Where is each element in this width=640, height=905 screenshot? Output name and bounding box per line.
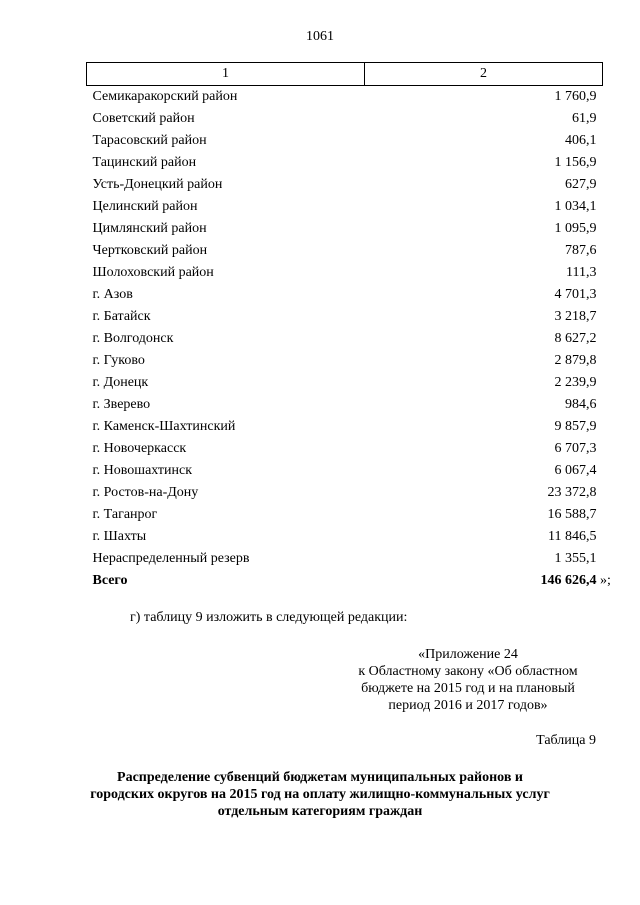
- table-title-line: городских округов на 2015 год на оплату жилищно-коммунальных услуг: [90, 787, 550, 802]
- table-header-row: [87, 63, 603, 86]
- row-value: 1 034,1: [554, 199, 597, 214]
- appendix-line: к Областному закону «Об областном: [358, 664, 578, 679]
- row-value: 9 857,9: [554, 419, 597, 434]
- row-value: 6 707,3: [554, 441, 597, 456]
- table-row: [87, 526, 603, 548]
- table-row: [87, 108, 603, 130]
- row-value: 16 588,7: [547, 507, 597, 522]
- row-name: Тарасовский район: [92, 133, 207, 148]
- row-value: 984,6: [565, 397, 597, 412]
- total-label: Всего: [92, 573, 128, 588]
- table-row: [87, 350, 603, 372]
- row-name: Нераспределенный резерв: [92, 551, 250, 566]
- row-name: Советский район: [92, 111, 195, 126]
- appendix-reference: [330, 646, 606, 714]
- row-name: г. Новошахтинск: [92, 463, 193, 478]
- row-name: Шолоховский район: [92, 265, 214, 280]
- table-row: [87, 482, 603, 504]
- row-value: 1 355,1: [554, 551, 597, 566]
- table-row: [87, 306, 603, 328]
- table-row: [87, 460, 603, 482]
- row-value: 2 239,9: [554, 375, 597, 390]
- row-name: Цимлянский район: [92, 221, 207, 236]
- appendix-line: период 2016 и 2017 годов»: [388, 698, 548, 713]
- row-name: г. Таганрог: [92, 507, 158, 522]
- row-value: 3 218,7: [554, 309, 597, 324]
- table-number: Таблица 9: [536, 733, 596, 748]
- table-row: [87, 152, 603, 174]
- table-row: [87, 196, 603, 218]
- table-row: [87, 504, 603, 526]
- row-name: г. Батайск: [92, 309, 151, 324]
- total-row: [87, 570, 603, 592]
- row-name: г. Каменск-Шахтинский: [92, 419, 236, 434]
- table-row: [87, 372, 603, 394]
- row-value: 627,9: [565, 177, 597, 192]
- row-name: г. Донецк: [92, 375, 149, 390]
- table-row: [87, 438, 603, 460]
- table-row: [87, 262, 603, 284]
- table-row: [87, 86, 603, 109]
- row-name: Целинский район: [92, 199, 198, 214]
- table-row: [87, 416, 603, 438]
- row-value: 6 067,4: [554, 463, 597, 478]
- table-row: [87, 548, 603, 570]
- row-value: 11 846,5: [548, 529, 597, 544]
- row-value: 406,1: [565, 133, 597, 148]
- row-value: 1 095,9: [554, 221, 597, 236]
- row-name: г. Зверево: [92, 397, 151, 412]
- row-name: г. Новочеркасск: [92, 441, 187, 456]
- row-name: Усть-Донецкий район: [92, 177, 223, 192]
- total-value: 146 626,4: [540, 573, 597, 588]
- row-value: 1 760,9: [554, 89, 597, 104]
- row-value: 61,9: [572, 111, 597, 126]
- row-value: 8 627,2: [554, 331, 597, 346]
- row-name: г. Гуково: [92, 353, 145, 368]
- row-value: 1 156,9: [554, 155, 597, 170]
- page-number: 1061: [306, 29, 334, 44]
- table-title: [60, 769, 580, 820]
- table-title-line: Распределение субвенций бюджетам муниципальных районов и: [117, 770, 523, 785]
- column-header-1: 1: [87, 63, 365, 86]
- budget-table: [86, 62, 603, 592]
- table-row: [87, 218, 603, 240]
- row-name: г. Волгодонск: [92, 331, 174, 346]
- table-row: [87, 284, 603, 306]
- total-closing-quote: »;: [600, 573, 611, 588]
- table-row: [87, 328, 603, 350]
- table-row: [87, 240, 603, 262]
- table-title-line: отдельным категориям граждан: [217, 804, 423, 819]
- row-name: г. Ростов-на-Дону: [92, 485, 199, 500]
- row-value: 111,3: [566, 265, 597, 280]
- table-row: [87, 174, 603, 196]
- row-name: г. Шахты: [92, 529, 147, 544]
- table-row: [87, 130, 603, 152]
- column-header-2: 2: [365, 63, 603, 86]
- appendix-line: «Приложение 24: [418, 647, 518, 662]
- table-body: [87, 86, 603, 593]
- row-value: 4 701,3: [554, 287, 597, 302]
- row-name: г. Азов: [92, 287, 133, 302]
- instruction-text: г) таблицу 9 изложить в следующей редакции:: [130, 610, 408, 625]
- row-value: 23 372,8: [547, 485, 597, 500]
- row-value: 787,6: [565, 243, 597, 258]
- row-name: Чертковский район: [92, 243, 208, 258]
- appendix-line: бюджете на 2015 год и на плановый: [361, 681, 575, 696]
- table-row: [87, 394, 603, 416]
- row-name: Семикаракорский район: [92, 89, 238, 104]
- row-value: 2 879,8: [554, 353, 597, 368]
- row-name: Тацинский район: [92, 155, 197, 170]
